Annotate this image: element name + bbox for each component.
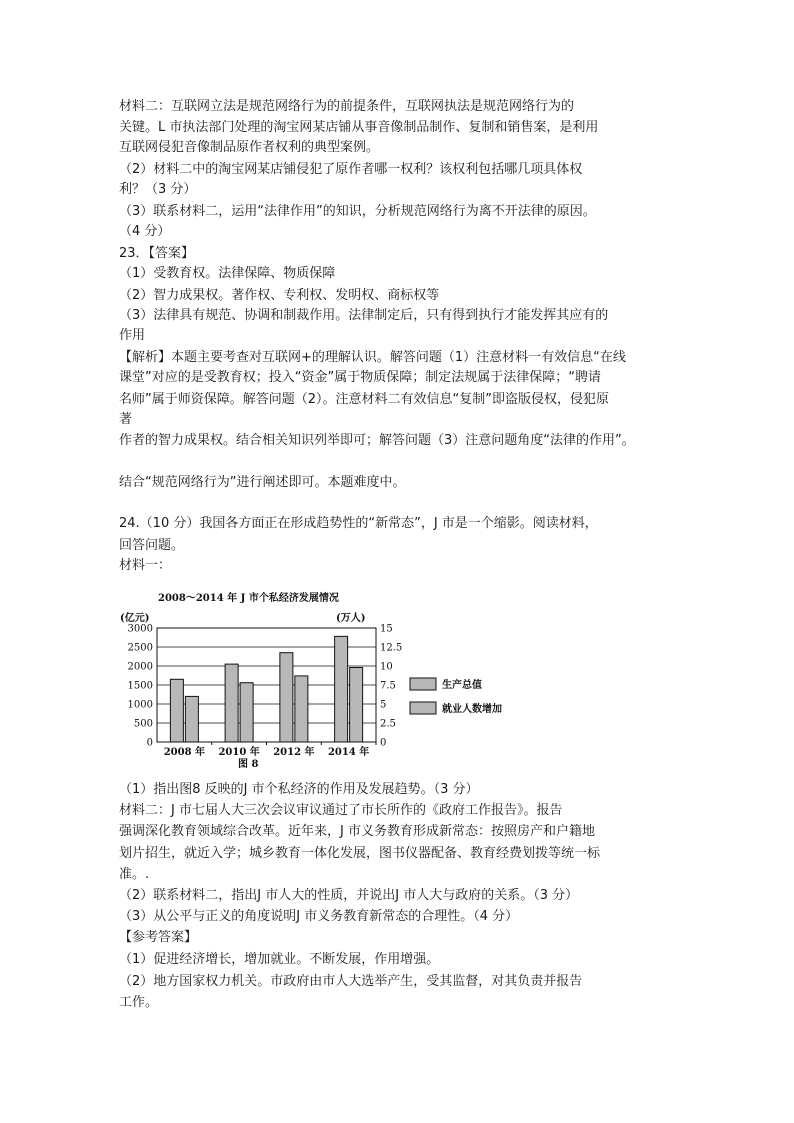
text-line: 作用	[119, 328, 146, 343]
text-line: 工作。	[119, 995, 159, 1010]
text-line: （2）材料二中的淘宝网某店铺侵犯了原作者哪一权利？该权利包括哪几项具体权	[119, 162, 583, 177]
text-line: 互联网侵犯音像制品原作者权利的典型案例。	[119, 140, 380, 155]
chart-legend-label: 就业人数增加	[442, 704, 502, 715]
text-line: 作者的智力成果权。结合相关知识列举即可；解答问题（3）注意问题角度“法律的作用”。	[119, 433, 635, 448]
chart-ytick-left: 1500	[127, 680, 153, 692]
text-line: （3）法律具有规范、协调和制裁作用。法律制定后，只有得到执行才能发挥其应有的	[119, 308, 609, 323]
text-line: 23．【答案】	[119, 246, 195, 261]
chart-ytick-right: 5	[380, 699, 387, 711]
chart-ytick-left: 500	[133, 718, 153, 730]
chart-ytick-left: 2000	[127, 661, 153, 673]
chart-caption: 图 8	[238, 759, 259, 770]
chart-legend-swatch	[410, 678, 436, 690]
text-line: 强调深化教育领域综合改革。近年来，J 市义务教育形成新常态：按照房产和户籍地	[119, 824, 595, 839]
chart-ylabel-left: (亿元)	[120, 613, 150, 624]
chart-bar-gdp	[225, 664, 238, 742]
chart-bar-employment	[185, 696, 198, 742]
chart-legend-swatch	[410, 702, 436, 714]
text-line: 24.（10 分）我国各方面正在形成趋势性的“新常态”，J 市是一个缩影。阅读材料，	[119, 516, 598, 531]
chart-bar-employment	[295, 676, 308, 742]
text-line: （3）联系材料二，运用“法律作用”的知识，分析规范网络行为离不开法律的原因。	[119, 204, 596, 219]
chart-xtick-label: 2008 年	[163, 747, 206, 758]
text-line: 【参考答案】	[119, 930, 198, 945]
chart-bar-employment	[350, 668, 363, 742]
chart-xaxis	[164, 742, 376, 758]
chart-bar-gdp	[335, 636, 348, 742]
chart-ytick-left: 0	[146, 737, 153, 749]
text-line: 材料二：互联网立法是规范网络行为的前提条件，互联网执法是规范网络行为的	[119, 99, 575, 114]
chart-yaxis-right	[380, 624, 402, 749]
text-line: 著	[119, 412, 133, 427]
chart-ytick-right: 10	[380, 661, 393, 673]
chart-ytick-left: 2500	[127, 642, 153, 654]
chart-yaxis-left	[128, 624, 153, 749]
chart-ytick-left: 3000	[127, 623, 153, 635]
text-line: （1）促进经济增长，增加就业。不断发展，作用增强。	[119, 952, 440, 967]
chart-ylabel-right: (万人)	[336, 613, 366, 624]
chart-title: 2008～2014 年 J 市个私经济发展情况	[158, 593, 339, 604]
text-line: 划片招生，就近入学；城乡教育一体化发展，图书仪器配备、教育经费划拨等统一标	[119, 846, 601, 861]
chart-bar-gdp	[280, 653, 293, 742]
text-line: （2）地方国家权力机关。市政府由市人大选举产生，受其监督，对其负责并报告	[119, 974, 583, 989]
text-line: 材料一：	[119, 558, 172, 573]
text-line: 关键。L 市执法部门处理的淘宝网某店铺从事音像制品制作、复制和销售案，是利用	[119, 120, 599, 135]
chart-bars	[170, 636, 362, 742]
chart-figure-8	[110, 585, 530, 775]
text-line: （2）联系材料二，指出J 市人大的性质，并说出J 市人大与政府的关系。（3 分）	[119, 888, 579, 903]
chart-bar-gdp	[170, 679, 183, 742]
text-line: 利？（3 分）	[119, 182, 197, 197]
text-line: 课堂”对应的是受教育权；投入“资金”属于物质保障；制定法规属于法律保障；“聘请	[119, 370, 601, 385]
text-line: 【解析】本题主要考查对互联网+的理解认识。解答问题（1）注意材料一有效信息“在线	[119, 350, 626, 365]
chart-legend	[410, 678, 502, 715]
chart-bar-employment	[240, 683, 253, 742]
text-line: （1）指出图8 反映的J 市个私经济的作用及发展趋势。（3 分）	[119, 782, 479, 797]
chart-ytick-right: 0	[380, 737, 387, 749]
text-line: 回答问题。	[119, 538, 185, 553]
chart-ytick-right: 15	[380, 623, 393, 635]
chart-ytick-right: 12.5	[380, 642, 403, 654]
text-line: 材料二：J 市七届人大三次会议审议通过了市长所作的《政府工作报告》。报告	[119, 803, 563, 818]
chart-xtick-label: 2014 年	[327, 747, 370, 758]
text-line: 准。.	[119, 867, 150, 882]
text-line: （4 分）	[119, 224, 171, 239]
text-line: （3）从公平与正义的角度说明J 市义务教育新常态的合理性。（4 分）	[119, 909, 519, 924]
chart-ytick-left: 1000	[127, 699, 153, 711]
chart-xtick-label: 2012 年	[273, 747, 315, 758]
chart-ytick-right: 7.5	[380, 680, 396, 692]
text-line: 名师”属于师资保障。解答问题（2）。注意材料二有效信息“复制”即盗版侵权，侵犯原	[119, 392, 609, 407]
chart-xtick-label: 2010 年	[218, 747, 260, 758]
text-line: 结合“规范网络行为”进行阐述即可。本题难度中。	[119, 475, 406, 490]
text-line: （1）受教育权。法律保障、物质保障	[119, 266, 336, 281]
chart-ytick-right: 2.5	[380, 718, 396, 730]
chart-legend-label: 生产总值	[442, 680, 482, 691]
text-line: （2）智力成果权。著作权、专利权、发明权、商标权等	[119, 288, 440, 303]
